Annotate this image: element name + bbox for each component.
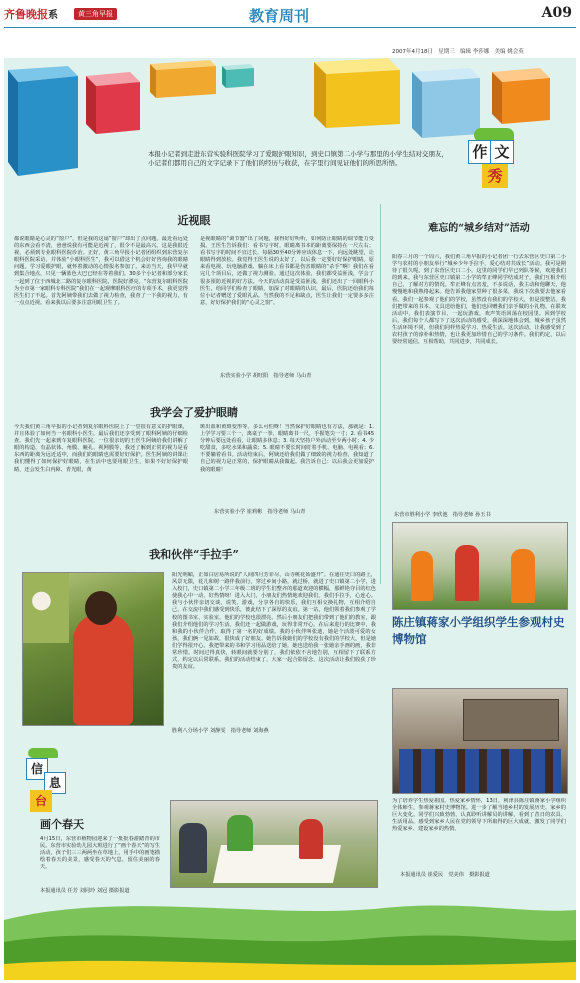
article-2-byline: 东营实验小学 崔莉彬 指导老师 马山青 (214, 509, 306, 515)
child-green-shirt (227, 815, 253, 851)
child-red-jacket (455, 545, 479, 601)
article-2-col1: 今天我们黄三角早报的小记者到复尔眼科医院上了一堂很有意义的护眼课，并且体验了如何当一名眼科小医生，最后我们还享受到了眼科阿姨的仔细检查。我们先一起来到车复眼科医院，一位很亲切的王医生阿姨给我们讲解了眼的构造，有晶状体、角膜、瞳孔、视网膜等，我还了解到正常的视力是看东西的距离为远近适中，而我们的眼睛也需要好好保护。医生阿姨的讲课让我们懂得了如何保护好眼睛，在生活中也要用眼卫生，如果不好好保护眼睛，还会发生白内障、青光眼，黄 (14, 424, 188, 473)
badge2-char-3: 台 (30, 790, 52, 812)
article-5-title: 陈庄镇蒋家小学组织学生参观村史博物馆 (392, 615, 565, 646)
landscape-footer (4, 880, 576, 980)
page-number: A09 (541, 5, 572, 21)
article-1-title: 近视眼 (177, 214, 211, 227)
badge-char-2: 文 (490, 140, 514, 164)
cube-blue (8, 66, 78, 176)
badge2-char-2: 息 (44, 772, 66, 794)
girl-figure (73, 613, 133, 725)
editor-credit: 编辑 李莎娜 (460, 49, 490, 55)
girl-with-flowers-photo (22, 572, 164, 726)
issue-date: 2007年4月18日 (392, 49, 433, 55)
brand-suffix: 系 (48, 10, 58, 21)
article-2-title: 我学会了爱护眼睛 (150, 406, 238, 419)
article-4-byline: 东营市胜利小学 李欣池 指导老师 孙玉书 (394, 512, 491, 518)
greenhouse-visit-photo (392, 522, 568, 610)
child-orange-vest-1 (411, 551, 433, 601)
column-badge-zuowenxiu (468, 128, 528, 192)
article-1-col2: 是视眼睛的“调节器”出了问题，我得好好听听，如何防止眼睛的调节能力受损。王医生告诉我们：看书写字时，眼睛离书本的距离要保持在一尺左右；看书写字的时间不宜过长，每隔30至40分钟应该休息一下，向远处眺望，让眼睛得到放松。我觉得王医生说的太好了，以后我一定要好好保护眼睛。原来看电视、玩电脑游戏、躺在床上看书都是伤害眼睛的“杀手”啊！我们在看完几个项目后，还做了视力测验。通过这次体验，我们都受益匪浅，学会了很多预防近视的好方法。今天的活动真是受益匪浅，我们还出了一回眼科小医生，给同学们检查了眼睛，加深了对眼睛的认识，最后，医院还给我们每位小记者赠送了爱眼礼品。当然我的不足和缺点，医生让我们一定要多多注意，好好保护我们的“心灵之窗”。 (200, 236, 374, 306)
badge2-char-1: 信 (26, 758, 48, 780)
article-6-title: 画个春天 (40, 818, 84, 831)
issue-weekday: 星期三 (438, 49, 455, 55)
cube-red (86, 72, 140, 134)
museum-visit-photo (392, 688, 568, 794)
column-divider (380, 204, 381, 584)
dateline (392, 47, 524, 55)
article-4-text: 阳春三月的一个周六，我们黄三角早报的小记者团一行去东营区史口第二小学与农村的小朋友举行“城乡少年手拉手，爱心结对共成长”活动。我可是期待了很久呢。到了东营区史口二小，这里的同学们早已列队等候，欢迎我们的到来。我与东营区史口镇第二小学的牟正峰同学结成对子，我们互相介绍自己，了解对方的情况。牟正峰有点害羞，不多说话，我主动和他聊天，他慢慢地和我熟络起来。他告诉我他家里种了很多菜，我说下次我要去他家看看。我们一起参观了他们的学校，虽然没有我们的学校大，但是很整洁。我们把带来的书本、文具送给他们，他们也回赠我们亲手做的小礼物。在联欢活动中，我们表演节目、一起玩游戏，欢声笑语回荡在校园里。回到学校后，我们每个人都写下了这次活动的感受。我深深地体会到，城乡孩子虽然生活环境不同，但我们同样热爱学习、热爱生活。这次活动，让我感受到了农村孩子的淳朴和热情，也让我更加珍惜自己的学习条件。我们约定，以后要经常通信，互相帮助，共同进步，共同成长。 (392, 254, 566, 346)
exhibit-shelf (463, 699, 559, 741)
brand-name: 齐鲁晚报 (4, 8, 48, 21)
masthead-rule (4, 27, 576, 28)
edition-banner: 黄三角早报 (74, 8, 117, 20)
child-red-shirt (299, 819, 323, 859)
flower-bush (23, 573, 69, 643)
child-dark-coat (179, 823, 207, 873)
article-3-byline: 胜利八分场小学 刘静雯 指导老师 刘海燕 (172, 728, 269, 734)
article-3-title: 我和伙伴“手拉手” (149, 548, 239, 561)
child-orange-vest-2 (511, 549, 535, 603)
badge2-leaves-icon (28, 748, 58, 758)
girl-head (85, 591, 117, 625)
designer-credit: 美编 姚会英 (494, 49, 524, 55)
badge-char-3: 秀 (482, 164, 508, 188)
children-drawing-photo (170, 800, 378, 888)
masthead (4, 3, 576, 25)
article-3-text: 阳光明媚，正如白居易所说的“人间四月芳菲尽，山寺桃花始盛开”。在通往史口的路上，风景无限，花儿和树一路伴我前行，穿过乡间小路，就过桥，就进了史口镇第二小学，进入校门，史口镇第二小学三年级二班的学生们整齐的那道欢迎的横幅，那鲜艳夺目的红色使我心中一动，好热情呀！进入大门，小朋友们热情地欢迎我们。我们手拉手，心连心。我与小伙伴亲切交谈，说笑、游戏，分享各自的快乐，我们互相交换礼物，互相介绍自己，在交流中我们感受到快乐，彼此结下了深厚的友谊。第一站，他们领着我们参观了学校的图书室、实验室，他们的学校也很漂亮。然后小朋友们把我们带到了他们的教室，跟我们介绍他们的学习生活。我们还一起做游戏，玩得非常开心。在后来进行的比赛中，我和我的小伙伴合作，取得了第一名的好成绩。我的小伙伴叫张迪，她是个活泼可爱的女孩，我们俩一见如故，很快成了好朋友。她告诉我她们的学校没有我们的学校大，但是她们学得很开心。我把带来的书和学习用品送给了她，她也送给我一张她亲手画的画，我非常珍惜。时间过得真快，转眼间就要分别了，我们依依不舍地告别，互相留下了联系方式，约定以后常联系。我们的活动结束了，大家一起合影留念，这次活动让我们收获了珍贵的友谊。 (172, 572, 376, 671)
badge-char-1: 作 (468, 140, 492, 164)
article-5-byline: 本报通讯员 崔爱民 党美伟 摄影报道 (400, 872, 490, 878)
article-1-byline: 东营实验小学 胡旺阳 指导老师 马山青 (220, 373, 312, 379)
brand-logo (4, 6, 58, 22)
article-4-title: 难忘的“城乡结对”活动 (428, 223, 530, 234)
article-6-text: 4月15日，东营市植物园迎来了一批批春游踏青的市民。东营市实验幼儿园大班进行了“画个春天”的写生活动，孩子们三三两两坐在草地上，用手中的画笔描绘着春天的美景，感受春天的气息，留住美丽的春天。 (40, 836, 160, 871)
article-2-col2: 斑出血和黄斑变形等。多么可怕呀！当然保护好眼睛也有方法，那就是：1. 上学学习要三个一，离桌子一拳，眼睛离书一尺，手握笔尖一寸；2. 看书45分钟后要远处看看，让眼睛多休息；3. 每天坚持户外活动至少两小时；4. 少吃甜食，多吃水果和蔬菜；5. 眼睛不要长时间盯着手机、电脑、电视看；6. 不要躺着看书。活动结束后，阿姨还给我们做了细致的视力检查，我知道了自己的视力是正常的，保护眼睛从我做起。我告诉自己：以后我会更加爱护我的眼睛！ (200, 424, 374, 473)
cube-orange (150, 60, 216, 98)
student-row (399, 749, 561, 793)
intro-text: 本报小记者到走进东营实验科医院学习了爱眼护眼知识，到史口镇第二小学与那里的小学生结对交朋友，小记者们都用自己的文字记录下了他们的经历与收获，在字里行间见证他们的所思所悟。 (148, 150, 448, 167)
article-1-col1: 都说眼睛是心灵的“窗户”，但是我的这扇“窗户”却出了点问题。最近看远处的东西会看不清，爸爸说我有可能是近视了，很令不是最高兴。这是我很近视，必须到专业眼科医院诊治。正好，黄三角早报小记者团组织到东营复尔眼科医院采访，并体验“小眼科医生”，我可以借这个机会好好咨询我的眼睛问题，学习爱眼护眼，就怀着激动的心情报名参加了。来访当天，我早早就到集合地点，只见一辆蓝色大巴已经在等着我们。30多个小记者和部分家长一起到了位于西城北二路的复尔眼科医院，医院好漂亮。“东营复尔眼科医院为全市第一家眼科专科医院”我们在一起观摩眼科医疗的专项手术，我更觉得医生们了不起。首先阿姨带我们去做了视力检查，我查了一下我的视力，有一点点近视。看来我以后要多注意用眼卫生了。 (14, 236, 188, 306)
article-5-text: 为了培养学生热爱祖国，热爱家乡情怀，13日，利津县陈庄镇蒋家小学组织全体师生，参观蒋家村史博物馆。进一步了解当地乡村的发展历史、家乡的巨大变化。同学们兴致勃勃，认真聆听讲解员的讲解，看到了昔日的农具、生活用品，感受到家乡人民在党的领导下所取得的巨大成就，激发了同学们热爱家乡、建设家乡的热情。 (392, 798, 566, 833)
section-title: 教育周刊 (249, 7, 310, 25)
cube-teal (222, 64, 254, 88)
column-badge-xinxitai (26, 748, 66, 814)
article-6-byline: 本报通讯员 任芳 刘同玲 刘冠 摄影报道 (40, 888, 130, 894)
cube-orange-small (492, 68, 550, 124)
cube-yellow (314, 58, 400, 128)
